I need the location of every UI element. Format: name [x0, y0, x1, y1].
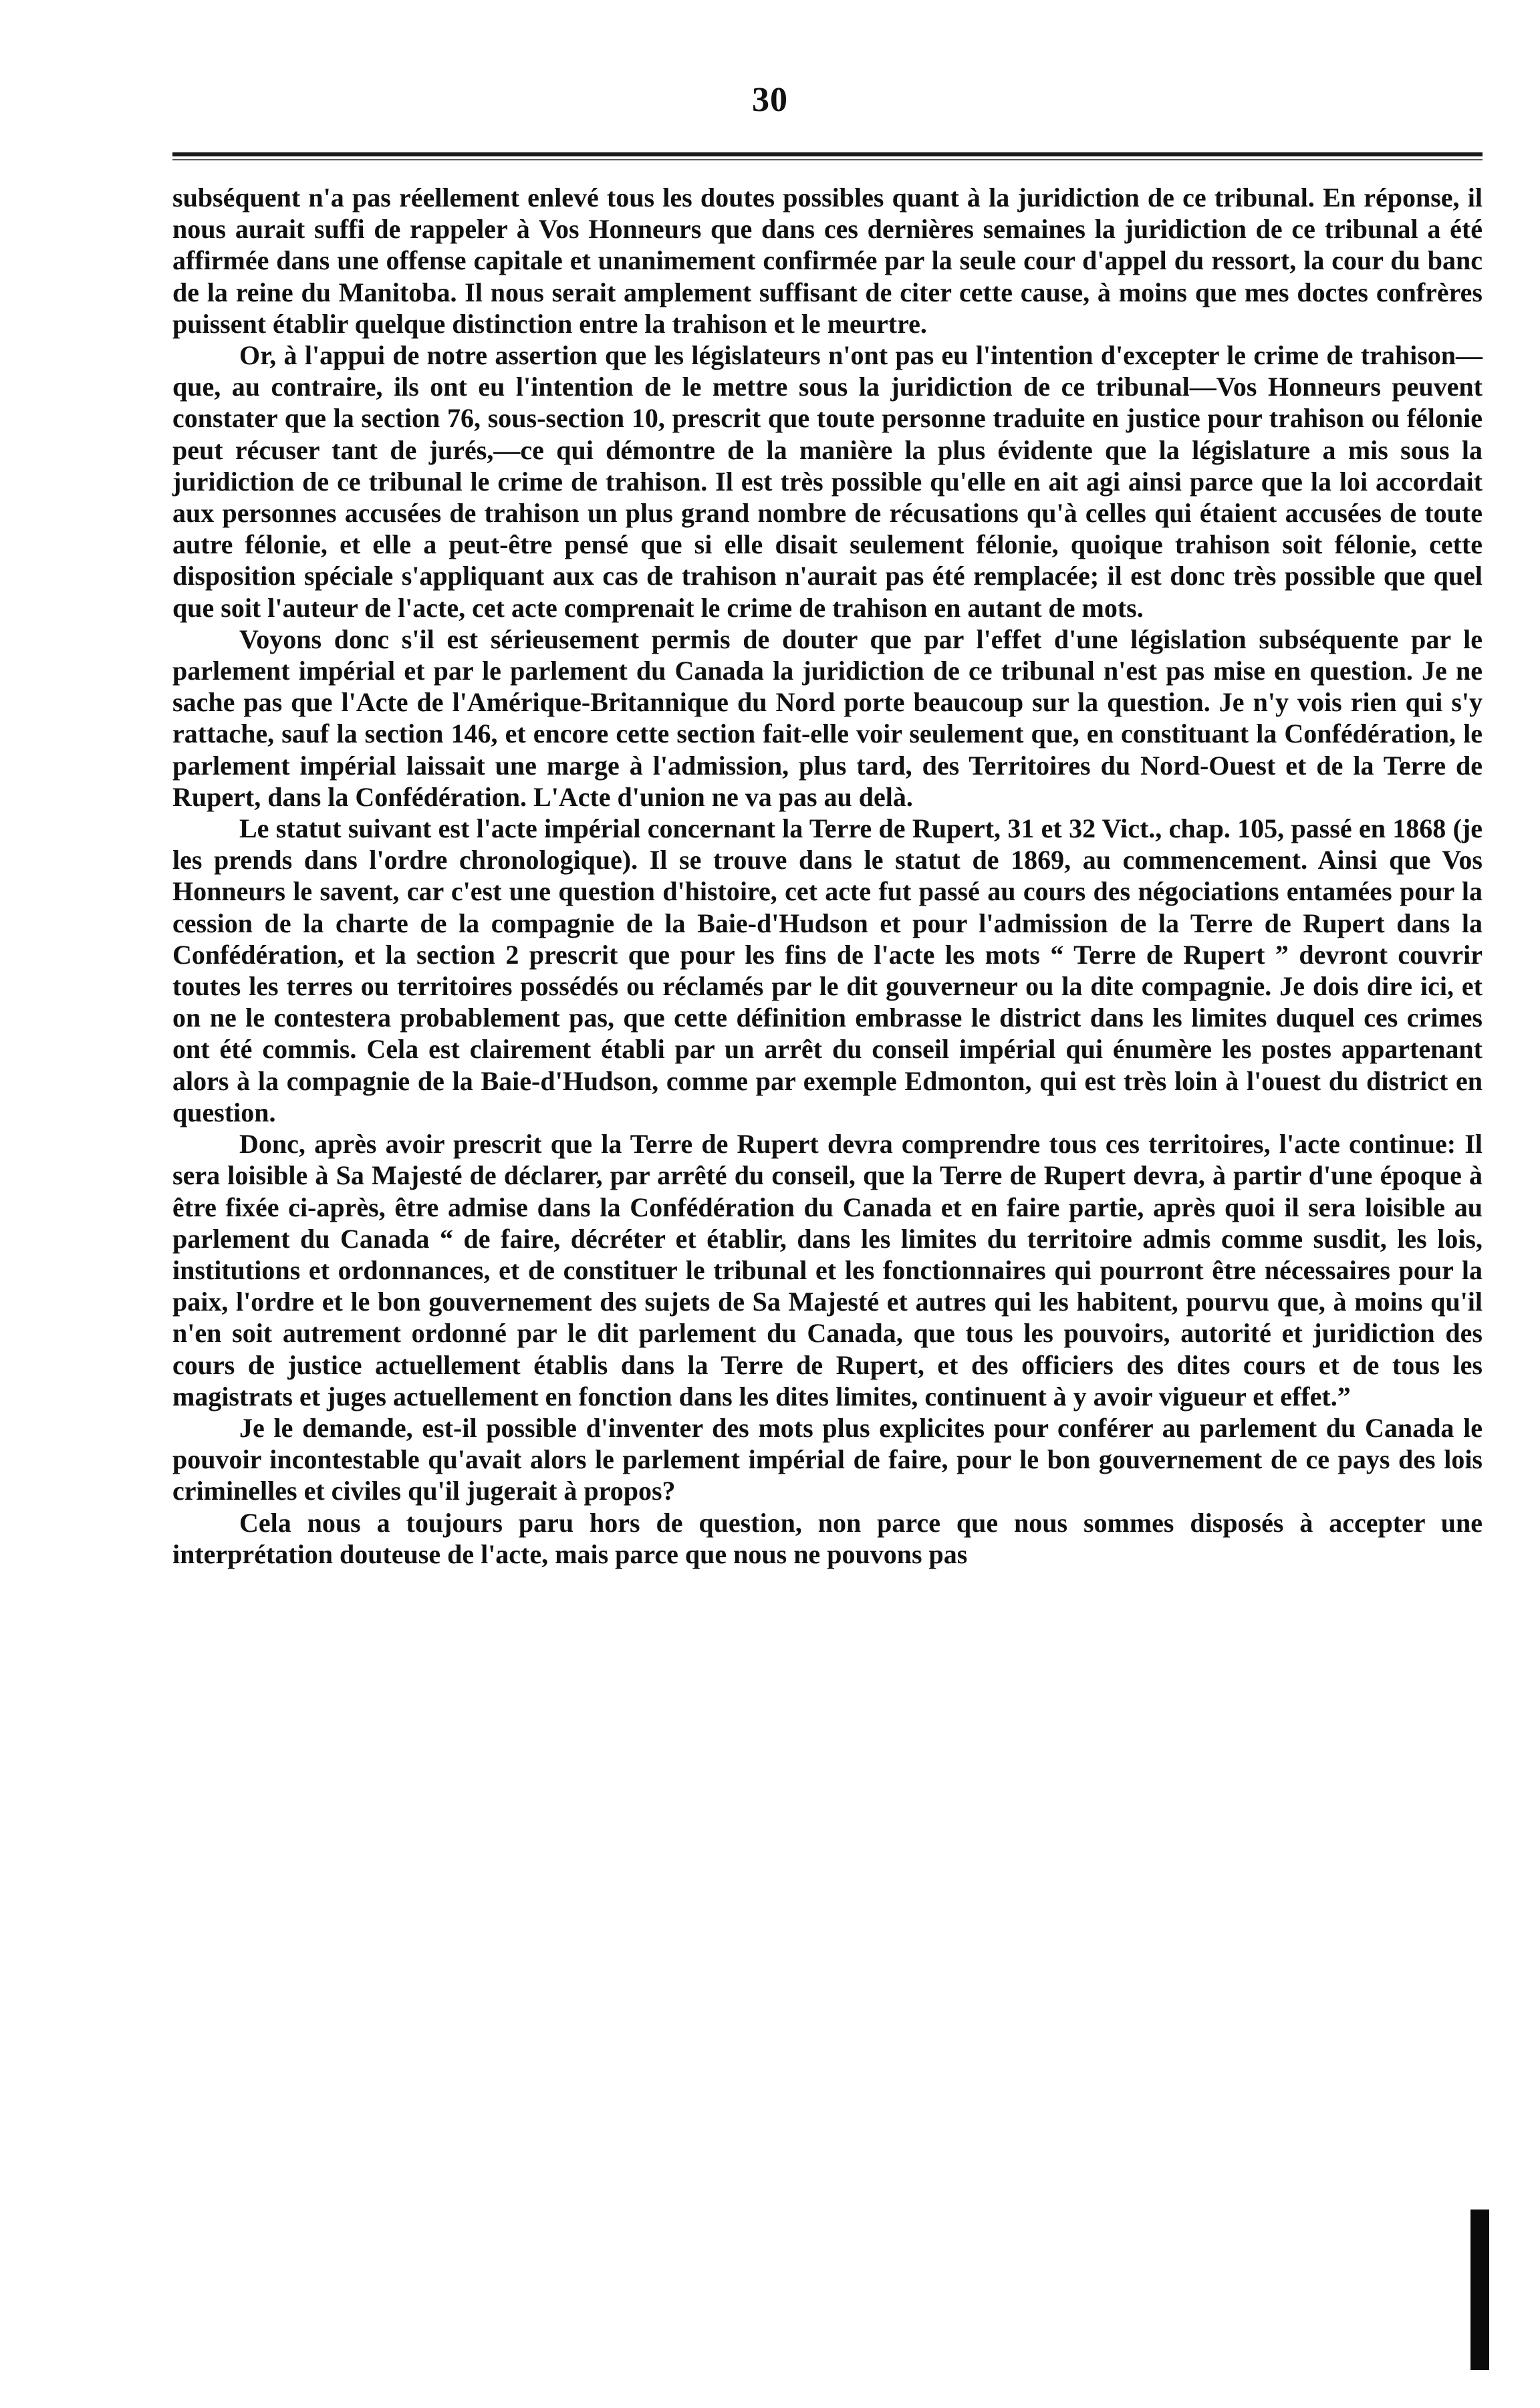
paragraph-7: Cela nous a toujours paru hors de question, non parce que nous sommes disposés à accepter une interprétation douteuse de l'acte, mais parce que nous ne pouvons pas: [172, 1507, 1483, 1569]
paragraph-4: Le statut suivant est l'acte impérial concernant la Terre de Rupert, 31 et 32 Vict., chap. 105, passé en 1868 (je les prends dans l'ordre chronologique). Il se trouve dans le statut de 1869, au commencement. Ainsi que Vos Honneurs le savent, car c'est une question d'histoire, cet acte fut passé au cours des négociations entamées pour la cession de la charte de la compagnie de la Baie-d'Hudson et pour l'admission de la Terre de Rupert dans la Confédération, et la section 2 prescrit que pour les fins de l'acte les mots “ Terre de Rupert ” devront couvrir toutes les terres ou territoires possédés ou réclamés par le dit gouverneur ou la dite compagnie. Je dois dire ici, et on ne le contestera probablement pas, que cette définition embrasse le district dans les limites duquel ces crimes ont été commis. Cela est clairement établi par un arrêt du conseil impérial qui énumère les postes appartenant alors à la compagnie de la Baie-d'Hudson, comme par exemple Edmonton, qui est très loin à l'ouest du district en question.: [172, 813, 1483, 1127]
page-number: 30: [752, 81, 788, 119]
paragraph-2: Or, à l'appui de notre assertion que les législateurs n'ont pas eu l'intention d'excepter le crime de trahison—que, au contraire, ils ont eu l'intention de le mettre sous la juridiction de ce tribunal—Vos Honneurs peuvent constater que la section 76, sous-section 10, prescrit que toute personne traduite en justice pour trahison ou félonie peut récuser tant de jurés,—ce qui démontre de la manière la plus évidente que la législature a mis sous la juridiction de ce tribunal le crime de trahison. Il est très possible qu'elle en ait agi ainsi parce que la loi accordait aux personnes accusées de trahison un plus grand nombre de récusations qu'à celles qui étaient accusées de toute autre félonie, et elle a peut-être pensé que si elle disait seulement félonie, quoique trahison soit félonie, cette disposition spéciale s'appliquant aux cas de trahison n'aurait pas été remplacée; il est donc très possible que quel que soit l'auteur de l'acte, cet acte comprenait le crime de trahison en autant de mots.: [172, 340, 1483, 623]
scan-edge-bar: [1470, 2210, 1489, 2370]
paragraph-5: Donc, après avoir prescrit que la Terre de Rupert devra comprendre tous ces territoires, l'acte continue: Il sera loisible à Sa Majesté de déclarer, par arrêté du conseil, que la Terre de Rupert devra, à partir d'une époque à être fixée ci-après, être admise dans la Confédération du Canada et en faire partie, après quoi il sera loisible au parlement du Canada “ de faire, décréter et établir, dans les limites du territoire admis comme susdit, les lois, institutions et ordonnances, et de constituer le tribunal et les fonctionnaires qui pourront être nécessaires pour la paix, l'ordre et le bon gouvernement des sujets de Sa Majesté et autres qui les habitent, pourvu que, à moins qu'il n'en soit autrement ordonné par le dit parlement du Canada, que tous les pouvoirs, autorité et juridiction des cours de justice actuellement établis dans la Terre de Rupert, et des officiers des dites cours et de tous les magistrats et juges actuellement en fonction dans les dites limites, continuent à y avoir vigueur et effet.”: [172, 1129, 1483, 1412]
paragraph-1: subséquent n'a pas réellement enlevé tous les doutes possibles quant à la juridiction de ce tribunal. En réponse, il nous aurait suffi de rappeler à Vos Honneurs que dans ces dernières semaines la juridiction de ce tribunal a été affirmée dans une offense capitale et unanimement confirmée par la seule cour d'appel du ressort, la cour du banc de la reine du Manitoba. Il nous serait amplement suffisant de citer cette cause, à moins que mes doctes confrères puissent établir quelque distinction entre la trahison et le meurtre.: [172, 182, 1483, 339]
header-rule: [172, 152, 1483, 156]
header-rule-thin: [172, 159, 1483, 160]
body-text: [172, 182, 1483, 1570]
paragraph-6: Je le demande, est-il possible d'inventer des mots plus explicites pour conférer au parlement du Canada le pouvoir incontestable qu'avait alors le parlement impérial de faire, pour le bon gouvernement de ce pays des lois criminelles et civiles qu'il jugerait à propos?: [172, 1412, 1483, 1506]
paragraph-3: Voyons donc s'il est sérieusement permis de douter que par l'effet d'une législation subséquente par le parlement impérial et par le parlement du Canada la juridiction de ce tribunal n'est pas mise en question. Je ne sache pas que l'Acte de l'Amérique-Britannique du Nord porte beaucoup sur la question. Je n'y vois rien qui s'y rattache, sauf la section 146, et encore cette section fait-elle voir seulement que, en constituant la Confédération, le parlement impérial laissait une marge à l'admission, plus tard, des Territoires du Nord-Ouest et de la Terre de Rupert, dans la Confédération. L'Acte d'union ne va pas au delà.: [172, 624, 1483, 812]
